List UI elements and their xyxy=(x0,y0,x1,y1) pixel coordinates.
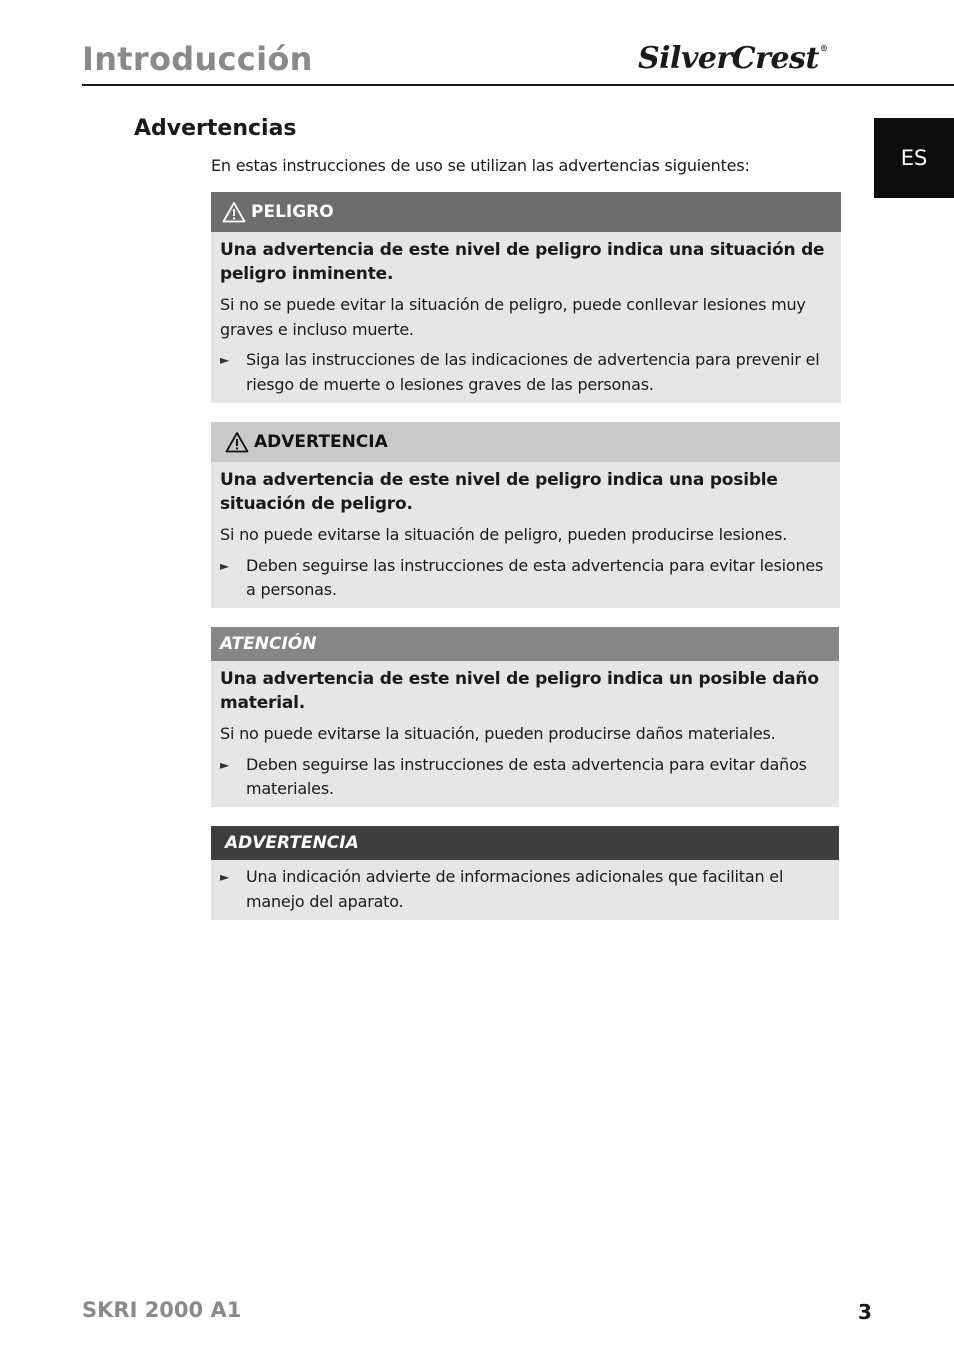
header-divider xyxy=(82,84,954,86)
arrow-right-icon: ► xyxy=(220,353,230,367)
page-number: 3 xyxy=(858,1300,872,1324)
warning-box-atencion xyxy=(211,627,839,807)
arrow-right-icon: ► xyxy=(220,757,230,772)
language-tab: ES xyxy=(874,118,954,198)
warning-triangle-icon xyxy=(225,431,249,453)
warning-box-body xyxy=(211,661,839,806)
warning-box-header xyxy=(211,627,839,661)
section-intro: En estas instrucciones de uso se utilizan las advertencias siguientes: xyxy=(211,156,750,175)
page-title: Introducción xyxy=(82,40,313,78)
warning-text: Si no se puede evitar la situación de peligro, puede conllevar lesiones muy graves e incluso muerte. xyxy=(220,295,806,339)
list-item-text: Siga las instrucciones de las indicaciones de advertencia para prevenir el riesgo de muerte o lesiones graves de las personas. xyxy=(246,350,820,394)
warning-box-advertencia xyxy=(211,422,840,608)
note-label: ADVERTENCIA xyxy=(225,833,359,853)
warning-box-header xyxy=(211,422,840,462)
list-item-text: Deben seguirse las instrucciones de esta advertencia para evitar lesiones a personas. xyxy=(246,555,824,599)
warning-label: PELIGRO xyxy=(251,202,334,222)
warning-text: Si no puede evitarse la situación de peligro, pueden producirse lesiones. xyxy=(220,525,788,544)
warning-text: Si no puede evitarse la situación, pueden producirse daños materiales. xyxy=(220,724,776,743)
brand-logo xyxy=(638,41,828,76)
note-box-header xyxy=(211,826,839,860)
list-item xyxy=(220,554,826,603)
brand-name: SilverCrest xyxy=(638,41,819,76)
list-item xyxy=(220,753,825,802)
list-item xyxy=(220,865,825,914)
section-title: Advertencias xyxy=(134,116,297,141)
note-box xyxy=(211,826,839,920)
warning-box-peligro xyxy=(211,192,841,403)
warning-box-header xyxy=(211,192,841,232)
arrow-right-icon: ► xyxy=(220,558,230,573)
warning-label: ADVERTENCIA xyxy=(254,432,388,452)
warning-triangle-icon xyxy=(222,201,246,223)
warning-box-body xyxy=(211,462,840,607)
list-item-text: Deben seguirse las instrucciones de esta advertencia para evitar daños materiales. xyxy=(246,754,807,798)
warning-lead: Una advertencia de este nivel de peligro indica una situación de peligro inminente. xyxy=(220,240,825,284)
list-item-text: Una indicación advierte de informaciones adicionales que facilitan el manejo del aparato. xyxy=(246,867,784,911)
arrow-right-icon: ► xyxy=(220,870,230,884)
warning-lead: Una advertencia de este nivel de peligro indica un posible daño material. xyxy=(220,669,819,713)
registered-mark: ® xyxy=(819,43,828,53)
note-box-body xyxy=(211,860,839,918)
warning-box-body xyxy=(211,232,841,401)
warning-lead: Una advertencia de este nivel de peligro indica una posible situación de peligro. xyxy=(220,470,778,514)
footer-model: SKRI 2000 A1 xyxy=(82,1298,242,1322)
list-item xyxy=(220,348,827,397)
warning-label: ATENCIÓN xyxy=(220,634,317,654)
